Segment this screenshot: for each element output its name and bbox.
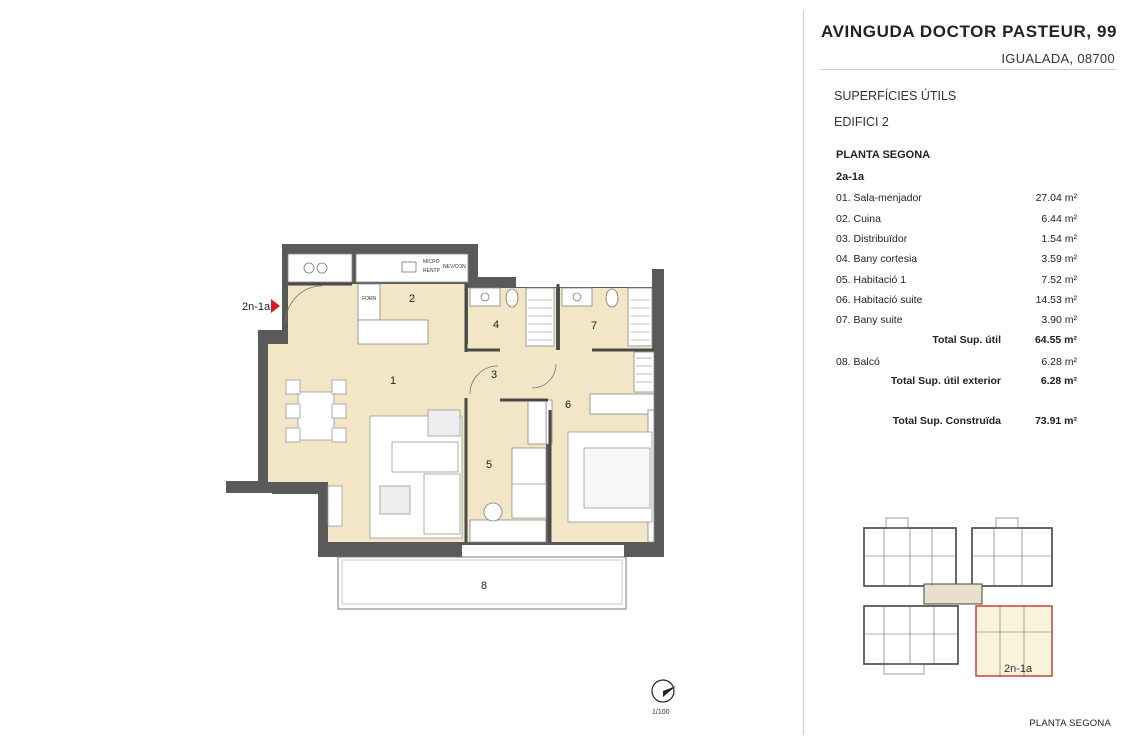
key-plan-tag: 2n-1a [1004,663,1033,675]
key-plan-drawing [854,510,1064,685]
section-heading: SUPERFÍCIES ÚTILS [834,89,957,103]
area-row-label: 01. Sala-menjador [836,192,922,204]
total-exterior-value: 6.28 m² [1040,375,1077,387]
total-built-value: 73.91 m² [1034,415,1077,427]
total-exterior-label: Total Sup. útil exterior [890,375,1001,387]
room-number-5: 5 [486,459,493,471]
area-row-value: 1.54 m² [1041,233,1077,245]
area-row-label: 05. Habitació 1 [836,274,907,286]
room-number-8: 8 [481,580,488,592]
area-row-value: 3.59 m² [1041,253,1077,265]
north-arrow [652,680,676,716]
room-number-1: 1 [390,375,397,387]
area-row-label: 06. Habitació suite [836,294,923,306]
area-row-value: 3.90 m² [1041,314,1077,326]
building-heading: EDIFICI 2 [834,115,889,129]
exterior-row-value: 6.28 m² [1041,356,1077,368]
key-plan-caption: PLANTA SEGONA [1029,718,1111,729]
unit-name: 2a-1a [836,171,865,183]
nevcon-label: NEV/CON [443,264,466,270]
room-number-7: 7 [591,320,598,332]
area-row-label: 07. Bany suite [836,314,903,326]
entrance-marker [242,299,280,313]
room-number-2: 2 [409,293,416,305]
unit-entrance-tag: 2n-1a [242,301,271,313]
floor-name: PLANTA SEGONA [836,149,931,161]
summary-panel [804,0,1135,735]
area-row-label: 02. Cuina [836,213,881,225]
forn-label: FORN [362,296,377,302]
rentp-label: RENTP [423,268,440,274]
total-util-label: Total Sup. útil [932,334,1001,346]
micro-label: MICRO [423,259,440,265]
area-row-label: 03. Distribuïdor [836,233,908,245]
room-number-3: 3 [491,369,498,381]
area-row-value: 27.04 m² [1035,192,1077,204]
entrance-arrow-icon [271,299,280,313]
total-util-value: 64.55 m² [1034,334,1077,346]
address-title: AVINGUDA DOCTOR PASTEUR, 99 [821,22,1118,41]
total-built-label: Total Sup. Construïda [892,415,1001,427]
area-row-value: 7.52 m² [1041,274,1077,286]
key-plan [854,510,1064,685]
area-row-label: 04. Bany cortesia [836,253,918,265]
address-city: IGUALADA, 08700 [1001,51,1115,66]
exterior-row-label: 08. Balcó [836,356,880,368]
area-row-value: 14.53 m² [1035,294,1077,306]
scale-label: 1/100 [652,709,670,716]
room-number-6: 6 [565,399,572,411]
room-number-4: 4 [493,319,500,331]
area-row-value: 6.44 m² [1041,213,1077,225]
